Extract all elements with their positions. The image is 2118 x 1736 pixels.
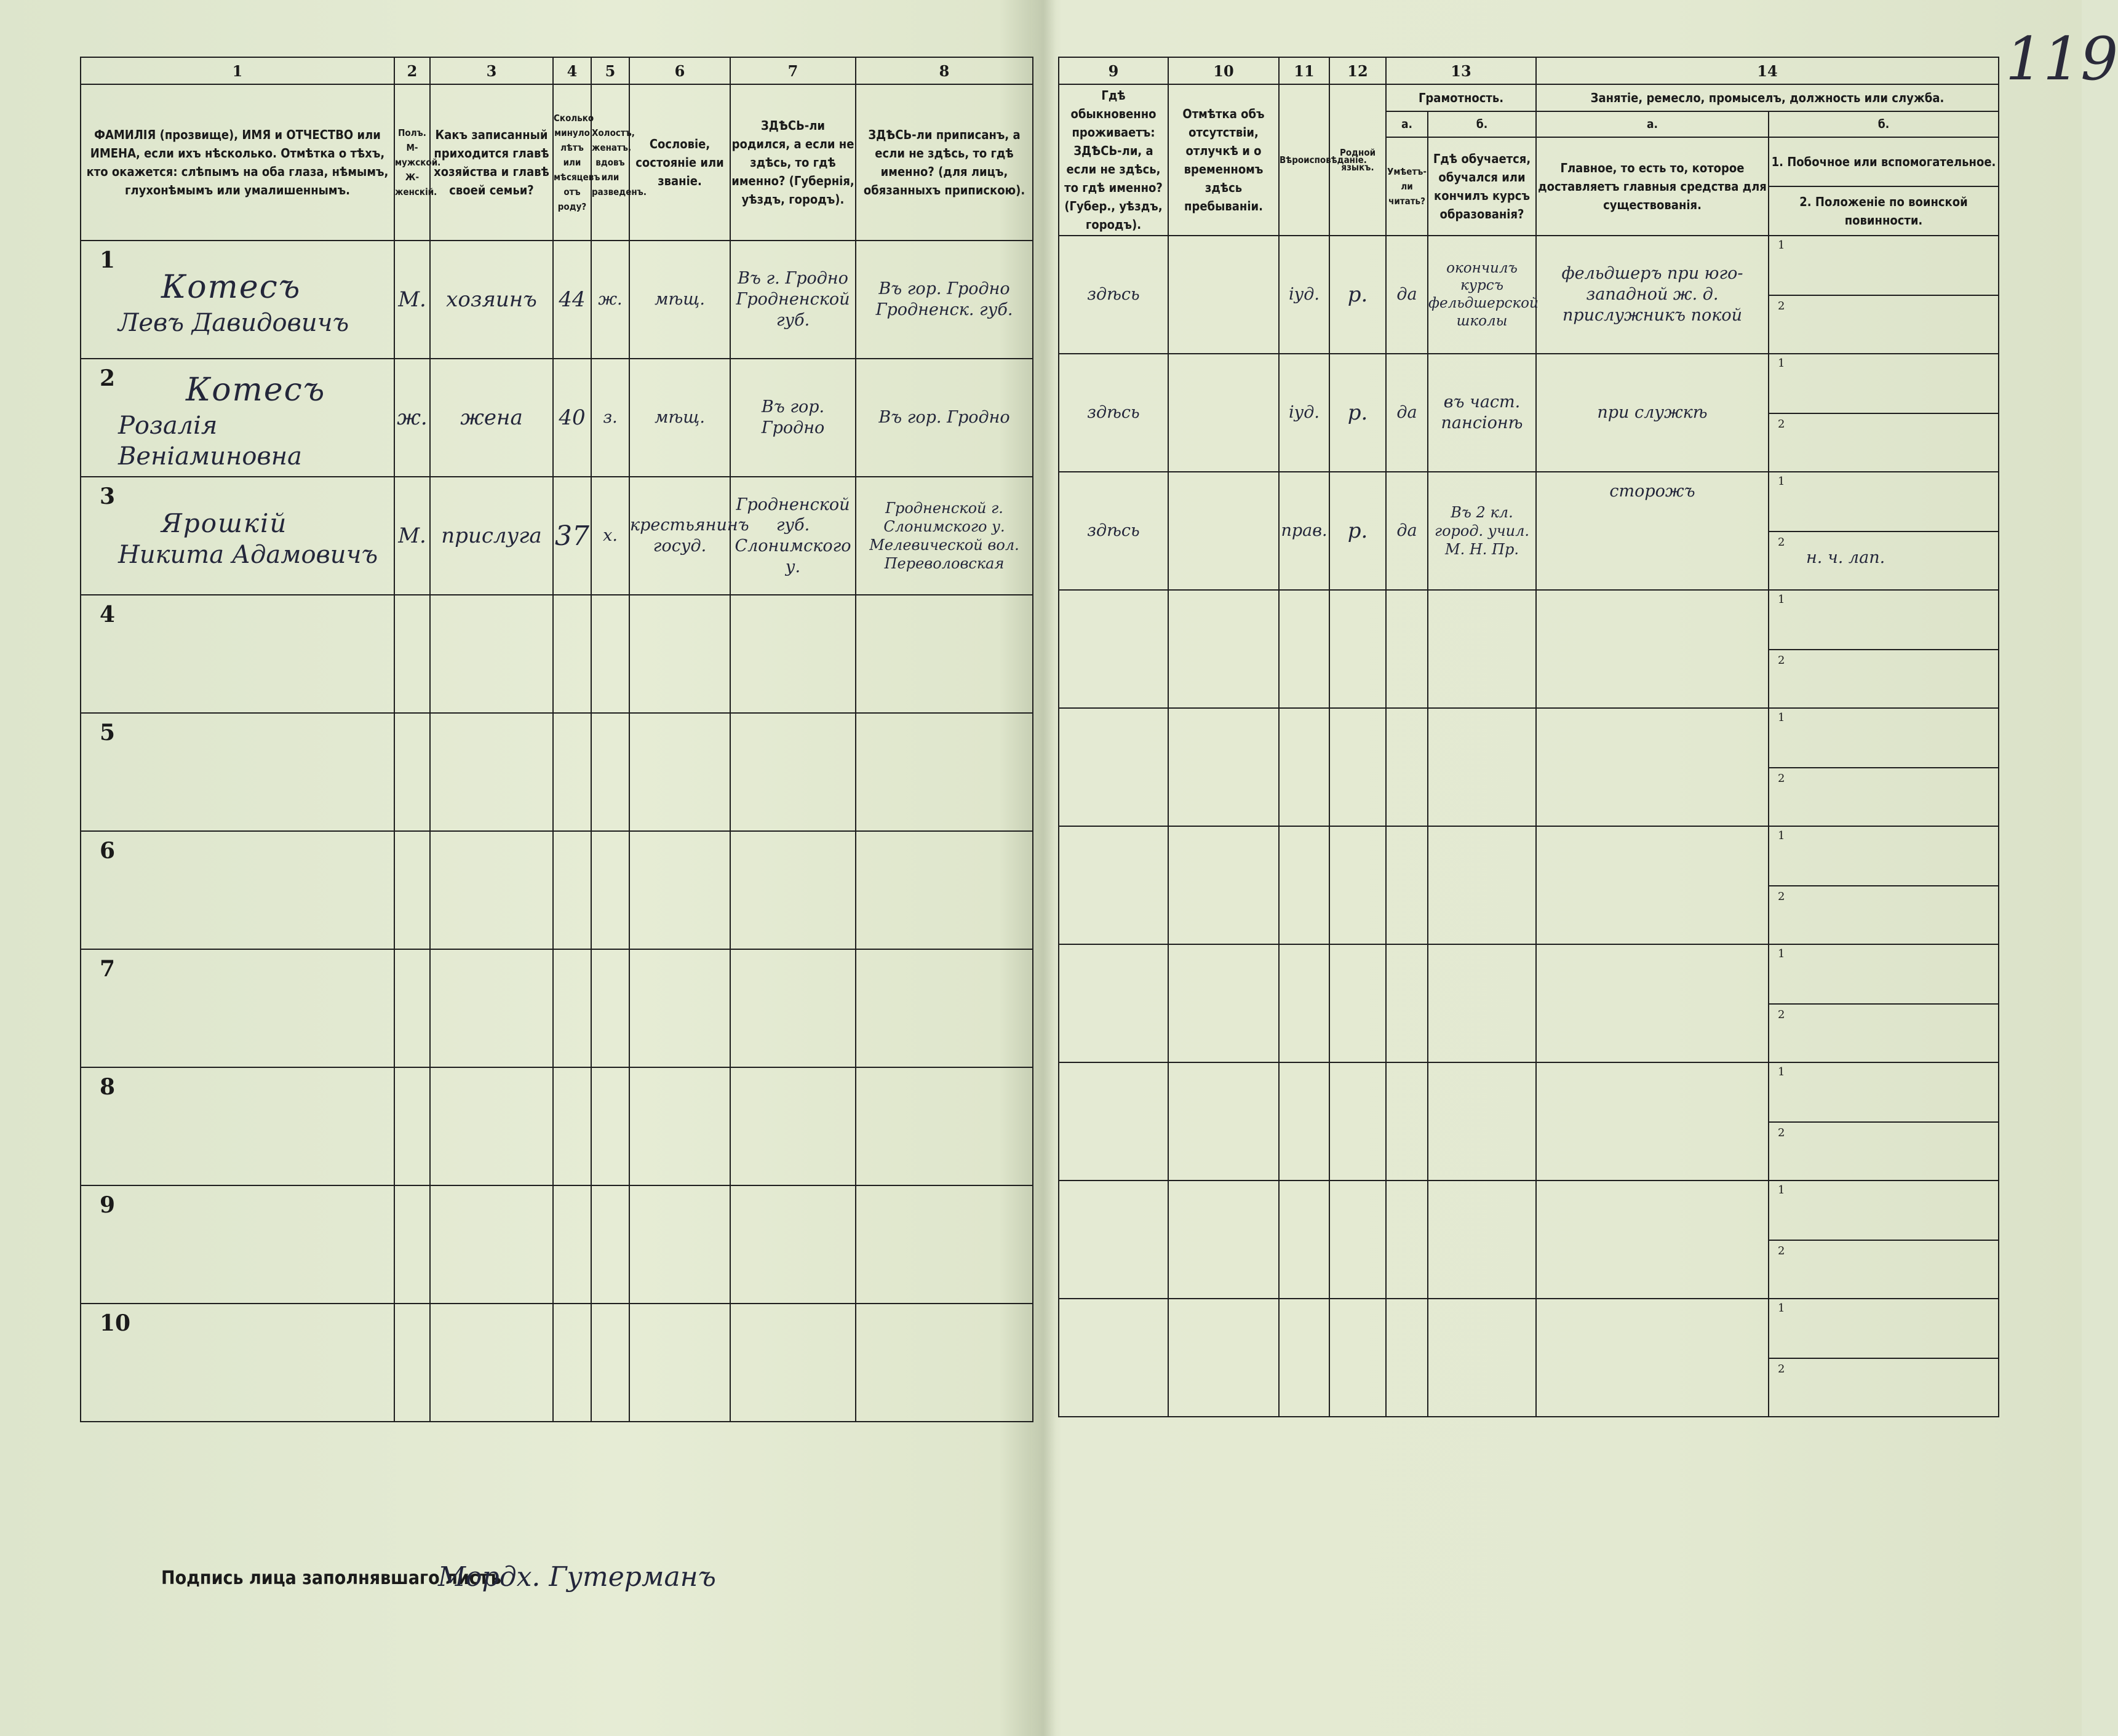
- side-label-1: 1: [1778, 711, 1785, 724]
- side-divider: [1769, 1240, 1998, 1241]
- absence-cell: [1168, 236, 1279, 354]
- age-cell: 40: [553, 359, 591, 477]
- literate-cell: [1386, 826, 1428, 944]
- side-cell: [1769, 708, 1999, 826]
- col-number: 12: [1329, 57, 1386, 84]
- relation-cell: [430, 713, 553, 831]
- language-cell: [1329, 826, 1386, 944]
- header-occupation: Занятіе, ремесло, промыселъ, должность или служба.: [1536, 84, 1999, 111]
- name-cell: [81, 949, 394, 1067]
- religion-cell: іуд.: [1279, 236, 1329, 354]
- header-registered: ЗДѢСЬ-ли приписанъ, а если не здѣсь, то гдѣ именно? (для лицъ, обязанныхъ припискою).: [856, 84, 1033, 241]
- occupation-cell: [1536, 826, 1769, 944]
- header-education: Гдѣ обучается, обучался или кончилъ курсъ образованія?: [1428, 137, 1536, 236]
- born-cell: [730, 831, 856, 949]
- relation-cell: [430, 1067, 553, 1185]
- education-cell: [1428, 708, 1536, 826]
- column-header-row: [1059, 84, 1999, 111]
- header-absence: Отмѣтка объ отсутствіи, отлучкѣ и о временномъ здѣсь пребываніи.: [1168, 84, 1279, 236]
- occupation-cell: [1536, 236, 1769, 354]
- col-number: 7: [730, 57, 856, 84]
- born-cell: Въ гор. Гродно: [730, 359, 856, 477]
- education-cell: въ част. пансіонѣ: [1428, 354, 1536, 472]
- occupation-cell: [1536, 590, 1769, 708]
- marital-cell: [591, 1067, 629, 1185]
- page-number: 119: [2005, 25, 2118, 94]
- header-language: Родной языкъ.: [1329, 84, 1386, 236]
- sex-cell: [394, 1185, 430, 1304]
- side-cell: [1769, 590, 1999, 708]
- table-row: [1059, 944, 1999, 1062]
- born-cell: Въ г. Гродно Гродненской губ.: [730, 241, 856, 359]
- education-cell: [1428, 590, 1536, 708]
- col-number: 8: [856, 57, 1033, 84]
- marital-cell: [591, 1304, 629, 1422]
- table-row: [1059, 236, 1999, 354]
- side-label-1: 1: [1778, 593, 1785, 606]
- residence-cell: здѣсь: [1059, 236, 1168, 354]
- literate-cell: [1386, 1181, 1428, 1299]
- name-cell: [81, 359, 394, 477]
- side-divider: [1769, 1358, 1998, 1359]
- header-name: ФАМИЛІЯ (прозвище), ИМЯ и ОТЧЕСТВО или ИМЕНА, если ихъ нѣсколько. Отмѣтка о тѣхъ, кто окажется: слѣпымъ на оба глаза, нѣмымъ, глухонѣмымъ или умалишеннымъ.: [81, 84, 394, 241]
- name-cell: [81, 477, 394, 595]
- residence-cell: [1059, 1181, 1168, 1299]
- relation-cell: жена: [430, 359, 553, 477]
- side-label-2: 2: [1778, 890, 1785, 903]
- occupation-note: прислужникъ покой: [1562, 305, 1743, 325]
- age-cell: [553, 713, 591, 831]
- subheader-14a: а.: [1536, 111, 1769, 137]
- table-row: [81, 477, 1033, 595]
- estate-cell: мѣщ.: [629, 359, 730, 477]
- education-cell: [1428, 1181, 1536, 1299]
- page-fold: [1031, 0, 1056, 1736]
- side-divider: [1769, 1121, 1998, 1123]
- relation-cell: прислуга: [430, 477, 553, 595]
- age-cell: [553, 1304, 591, 1422]
- estate-cell: крестьянинъ госуд.: [629, 477, 730, 595]
- table-row: [1059, 590, 1999, 708]
- age-cell: [553, 831, 591, 949]
- table-row: [1059, 826, 1999, 944]
- col-number: 10: [1168, 57, 1279, 84]
- born-cell: [730, 1304, 856, 1422]
- residence-cell: [1059, 1062, 1168, 1181]
- residence-cell: здѣсь: [1059, 354, 1168, 472]
- side-cell: [1769, 1181, 1999, 1299]
- education-cell: [1428, 944, 1536, 1062]
- col-number: 5: [591, 57, 629, 84]
- relation-cell: [430, 1304, 553, 1422]
- born-cell: [730, 1067, 856, 1185]
- sex-cell: [394, 595, 430, 713]
- occupation-cell: [1536, 1062, 1769, 1181]
- estate-cell: [629, 1067, 730, 1185]
- side-label-1: 1: [1778, 1302, 1785, 1315]
- religion-cell: іуд.: [1279, 354, 1329, 472]
- row-number: 8: [100, 1074, 116, 1100]
- left-census-table: [80, 57, 1033, 1422]
- side-divider: [1769, 767, 1998, 768]
- language-cell: [1329, 590, 1386, 708]
- table-row: [81, 1185, 1033, 1304]
- marital-cell: х.: [591, 477, 629, 595]
- header-main-occupation: Главное, то есть то, которое доставляетъ главныя средства для существованія.: [1536, 137, 1769, 236]
- name-cell: [81, 1067, 394, 1185]
- literate-cell: да: [1386, 472, 1428, 590]
- literate-cell: [1386, 1299, 1428, 1417]
- language-cell: [1329, 1062, 1386, 1181]
- header-religion: Вѣроисповѣданіе.: [1279, 84, 1329, 236]
- row-number: 3: [100, 484, 116, 509]
- side-cell: [1769, 472, 1999, 590]
- right-census-table: [1058, 57, 1999, 1417]
- education-cell: [1428, 1062, 1536, 1181]
- row-number: 9: [100, 1192, 116, 1218]
- table-row: [81, 241, 1033, 359]
- literate-cell: [1386, 708, 1428, 826]
- relation-cell: хозяинъ: [430, 241, 553, 359]
- estate-cell: [629, 1185, 730, 1304]
- side-label-2: 2: [1778, 535, 1785, 549]
- table-row: [1059, 708, 1999, 826]
- absence-cell: [1168, 590, 1279, 708]
- born-cell: [730, 713, 856, 831]
- table-row: [81, 595, 1033, 713]
- registered-cell: [856, 595, 1033, 713]
- absence-cell: [1168, 1181, 1279, 1299]
- table-row: [1059, 1181, 1999, 1299]
- residence-cell: [1059, 826, 1168, 944]
- born-cell: [730, 1185, 856, 1304]
- language-cell: р.: [1329, 472, 1386, 590]
- religion-cell: [1279, 590, 1329, 708]
- side-cell: [1769, 1299, 1999, 1417]
- sex-cell: [394, 949, 430, 1067]
- table-row: [1059, 1062, 1999, 1181]
- language-cell: [1329, 1181, 1386, 1299]
- row-number: 5: [100, 720, 116, 746]
- side-label-1: 1: [1778, 1065, 1785, 1078]
- surname: Ярошкій: [161, 508, 288, 538]
- side-label-2: 2: [1778, 299, 1785, 313]
- sex-cell: [394, 1067, 430, 1185]
- side-label-1: 1: [1778, 357, 1785, 370]
- header-literate: Умѣетъ-ли читать?: [1386, 137, 1428, 236]
- religion-cell: [1279, 1181, 1329, 1299]
- side-label-2: 2: [1778, 653, 1785, 667]
- literate-cell: [1386, 944, 1428, 1062]
- signature-value: Мордх. Гутерманъ: [438, 1561, 716, 1593]
- table-row: [81, 359, 1033, 477]
- table-row: [81, 1067, 1033, 1185]
- side-divider: [1769, 885, 1998, 886]
- age-cell: 44: [553, 241, 591, 359]
- registered-cell: [856, 831, 1033, 949]
- residence-cell: [1059, 590, 1168, 708]
- occupation-cell: [1536, 1299, 1769, 1417]
- education-cell: [1428, 826, 1536, 944]
- age-cell: [553, 1067, 591, 1185]
- language-cell: [1329, 1299, 1386, 1417]
- col-number: 4: [553, 57, 591, 84]
- relation-cell: [430, 949, 553, 1067]
- subheader-13a: а.: [1386, 111, 1428, 137]
- sex-cell: [394, 713, 430, 831]
- name-cell: [81, 713, 394, 831]
- occupation-cell: [1536, 944, 1769, 1062]
- sex-cell: М.: [394, 477, 430, 595]
- col-number: 11: [1279, 57, 1329, 84]
- side-label-2: 2: [1778, 417, 1785, 431]
- side-label-1: 1: [1778, 239, 1785, 252]
- col-number: 14: [1536, 57, 1999, 84]
- marital-cell: ж.: [591, 241, 629, 359]
- registered-cell: [856, 713, 1033, 831]
- marital-cell: [591, 831, 629, 949]
- side-label-1: 1: [1778, 947, 1785, 960]
- born-cell: [730, 949, 856, 1067]
- religion-cell: [1279, 944, 1329, 1062]
- absence-cell: [1168, 472, 1279, 590]
- literate-cell: да: [1386, 236, 1428, 354]
- marital-cell: [591, 949, 629, 1067]
- row-number: 10: [100, 1310, 131, 1336]
- absence-cell: [1168, 826, 1279, 944]
- signature-label: Подпись лица заполнявшаго листъ: [161, 1567, 501, 1589]
- side-cell: [1769, 1062, 1999, 1181]
- table-row: [81, 1304, 1033, 1422]
- sex-cell: ж.: [394, 359, 430, 477]
- table-row: [1059, 1299, 1999, 1417]
- row-number: 1: [100, 247, 116, 273]
- side-label-2: 2: [1778, 1362, 1785, 1376]
- side-label-1: 1: [1778, 475, 1785, 488]
- side-label-1: 1: [1778, 829, 1785, 842]
- header-marital: Холостъ, женатъ, вдовъ или разведенъ.: [591, 84, 629, 241]
- absence-cell: [1168, 1299, 1279, 1417]
- estate-cell: [629, 831, 730, 949]
- age-cell: [553, 595, 591, 713]
- row-number: 6: [100, 838, 116, 864]
- header-relation: Какъ записанный приходится главѣ хозяйства и главѣ своей семьи?: [430, 84, 553, 241]
- religion-cell: [1279, 1062, 1329, 1181]
- occupation-main: фельдшеръ при юго-западной ж. д.: [1561, 264, 1743, 305]
- residence-cell: здѣсь: [1059, 472, 1168, 590]
- sex-cell: [394, 831, 430, 949]
- side-label-2: 2: [1778, 771, 1785, 785]
- relation-cell: [430, 1185, 553, 1304]
- header-estate: Сословіе, состояніе или званіе.: [629, 84, 730, 241]
- education-cell: окончилъ курсъ фельдшерской школы: [1428, 236, 1536, 354]
- religion-cell: [1279, 826, 1329, 944]
- estate-cell: [629, 1304, 730, 1422]
- born-cell: [730, 595, 856, 713]
- language-cell: р.: [1329, 354, 1386, 472]
- col-number: 2: [394, 57, 430, 84]
- col-number: 6: [629, 57, 730, 84]
- absence-cell: [1168, 354, 1279, 472]
- registered-cell: Въ гор. Гродно: [856, 359, 1033, 477]
- registered-cell: Въ гор. Гродно Гродненск. губ.: [856, 241, 1033, 359]
- table-row: [1059, 354, 1999, 472]
- registered-cell: [856, 1304, 1033, 1422]
- born-cell: Гродненской губ. Слонимского у.: [730, 477, 856, 595]
- side-divider: [1769, 413, 1998, 414]
- religion-cell: прав.: [1279, 472, 1329, 590]
- occupation-cell: [1536, 1181, 1769, 1299]
- name-cell: [81, 1304, 394, 1422]
- military-value: н. ч. лап.: [1806, 547, 1885, 567]
- language-cell: [1329, 944, 1386, 1062]
- header-born: ЗДѢСЬ-ли родился, а если не здѣсь, то гдѣ именно? (Губернія, уѣздъ, городъ).: [730, 84, 856, 241]
- header-sex: Полъ. М-мужской. Ж-женскій.: [394, 84, 430, 241]
- side-divider: [1769, 649, 1998, 650]
- estate-cell: [629, 713, 730, 831]
- row-number: 2: [100, 365, 116, 391]
- surname: Котесъ: [186, 371, 326, 408]
- occupation-cell: [1536, 708, 1769, 826]
- col-number: 13: [1386, 57, 1536, 84]
- estate-cell: [629, 949, 730, 1067]
- age-cell: 37: [553, 477, 591, 595]
- side-divider: [1769, 295, 1998, 296]
- literate-cell: [1386, 590, 1428, 708]
- occupation-cell: сторожъ: [1536, 472, 1769, 590]
- registered-cell: [856, 1185, 1033, 1304]
- table-row: [81, 831, 1033, 949]
- side-cell: [1769, 236, 1999, 354]
- header-side-occupation: 1. Побочное или вспомогательное.: [1769, 137, 1999, 186]
- header-age: Сколько минуло лѣтъ или мѣсяцевъ отъ роду?: [553, 84, 591, 241]
- language-cell: [1329, 708, 1386, 826]
- residence-cell: [1059, 1299, 1168, 1417]
- col-number: 3: [430, 57, 553, 84]
- name-cell: [81, 831, 394, 949]
- given-name: Левъ Давидовичъ: [118, 308, 349, 337]
- absence-cell: [1168, 1062, 1279, 1181]
- column-number-row: [81, 57, 1033, 84]
- table-row: [1059, 472, 1999, 590]
- sex-cell: М.: [394, 241, 430, 359]
- literate-cell: да: [1386, 354, 1428, 472]
- col-number: 9: [1059, 57, 1168, 84]
- row-number: 7: [100, 956, 116, 982]
- table-row: [81, 949, 1033, 1067]
- registered-cell: [856, 949, 1033, 1067]
- marital-cell: [591, 595, 629, 713]
- surname: Котесъ: [161, 268, 301, 306]
- side-label-2: 2: [1778, 1244, 1785, 1257]
- name-cell: [81, 1185, 394, 1304]
- marital-cell: з.: [591, 359, 629, 477]
- side-cell: [1769, 354, 1999, 472]
- occupation-cell: при служкѣ: [1536, 354, 1769, 472]
- table-row: [81, 713, 1033, 831]
- name-cell: [81, 595, 394, 713]
- subheader-14b: б.: [1769, 111, 1999, 137]
- literate-cell: [1386, 1062, 1428, 1181]
- col-number: 1: [81, 57, 394, 84]
- side-label-1: 1: [1778, 1184, 1785, 1196]
- row-number: 4: [100, 602, 116, 627]
- side-label-2: 2: [1778, 1126, 1785, 1139]
- age-cell: [553, 949, 591, 1067]
- residence-cell: [1059, 944, 1168, 1062]
- relation-cell: [430, 595, 553, 713]
- given-name: Розалія Веніаминовна: [118, 411, 302, 471]
- language-cell: р.: [1329, 236, 1386, 354]
- religion-cell: [1279, 1299, 1329, 1417]
- education-cell: [1428, 1299, 1536, 1417]
- sex-cell: [394, 1304, 430, 1422]
- absence-cell: [1168, 708, 1279, 826]
- education-cell: Въ 2 кл. город. учил. М. Н. Пр.: [1428, 472, 1536, 590]
- name-cell: [81, 241, 394, 359]
- relation-cell: [430, 831, 553, 949]
- absence-cell: [1168, 944, 1279, 1062]
- marital-cell: [591, 1185, 629, 1304]
- marital-cell: [591, 713, 629, 831]
- header-military: 2. Положеніе по воинской повинности.: [1769, 186, 1999, 236]
- registered-cell: [856, 1067, 1033, 1185]
- religion-cell: [1279, 708, 1329, 826]
- header-residence: Гдѣ обыкновенно проживаетъ: ЗДѢСЬ-ли, а если не здѣсь, то гдѣ именно? (Губер., уѣздъ, городъ).: [1059, 84, 1168, 236]
- side-label-2: 2: [1778, 1008, 1785, 1021]
- subheader-13b: б.: [1428, 111, 1536, 137]
- side-divider: [1769, 531, 1998, 532]
- estate-cell: [629, 595, 730, 713]
- registered-cell: Гродненской г. Слонимского у. Мелевической вол. Переволовская: [856, 477, 1033, 595]
- estate-cell: мѣщ.: [629, 241, 730, 359]
- header-literacy: Грамотность.: [1386, 84, 1536, 111]
- column-number-row: [1059, 57, 1999, 84]
- side-cell: [1769, 944, 1999, 1062]
- residence-cell: [1059, 708, 1168, 826]
- given-name: Никита Адамовичъ: [118, 541, 378, 570]
- age-cell: [553, 1185, 591, 1304]
- side-cell: [1769, 826, 1999, 944]
- side-divider: [1769, 1003, 1998, 1005]
- column-header-row: [81, 84, 1033, 241]
